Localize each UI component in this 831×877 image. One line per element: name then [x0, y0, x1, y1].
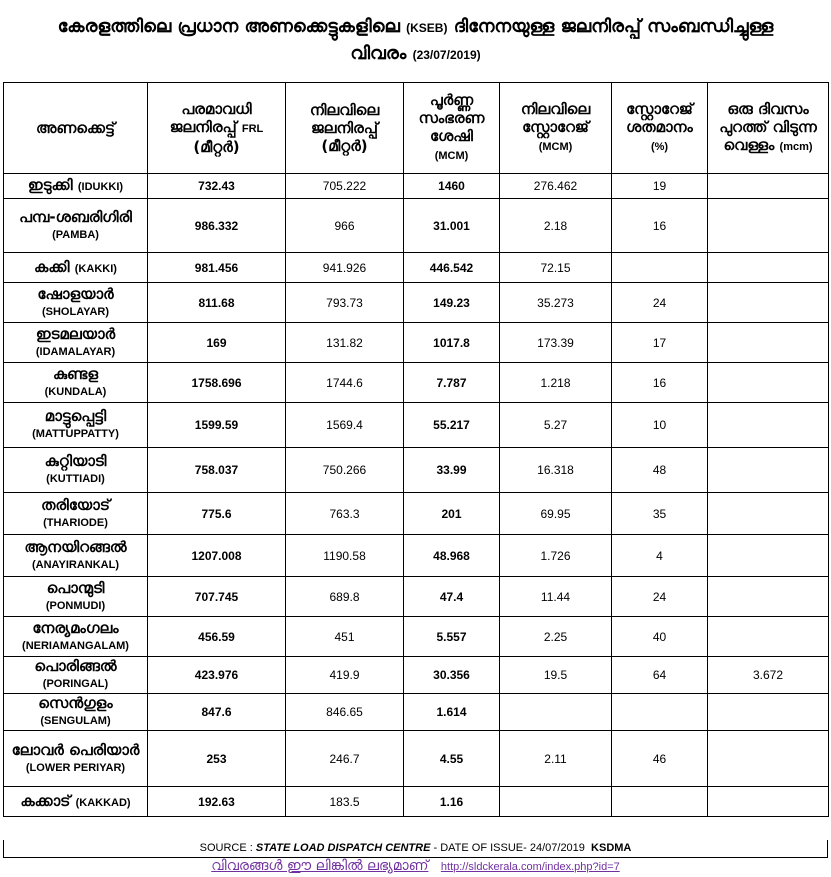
full-capacity-cell: 1.16: [404, 787, 500, 817]
title-line-2: [0, 41, 831, 68]
storage-percent-cell: 4: [612, 535, 708, 577]
frl-cell: 707.745: [148, 577, 286, 617]
storage-percent-cell: [612, 694, 708, 731]
storage-percent-cell: 48: [612, 448, 708, 493]
dam-name-en: (NERIAMANGALAM): [22, 639, 129, 652]
dam-name-ml: തരിയോട്: [41, 495, 110, 514]
dam-name-ml: കുണ്ടള: [52, 364, 99, 383]
dam-name-cell: [4, 617, 148, 657]
dam-name-ml: പമ്പ-ശബരിഗിരി: [19, 207, 132, 226]
storage-percent-cell: 64: [612, 657, 708, 694]
table-row: [4, 731, 829, 787]
dam-name-ml: കക്കി: [34, 257, 70, 276]
table-row: [4, 694, 829, 731]
full-capacity-cell: 7.787: [404, 363, 500, 403]
dam-name-en: (SENGULAM): [40, 715, 111, 727]
info-link-url[interactable]: http://sldckerala.com/index.php?id=7: [440, 861, 620, 873]
info-link-text[interactable]: വിവരങ്ങൾ ഈ ലിങ്കിൽ ലഭ്യമാണ്: [211, 858, 429, 874]
table-row: [4, 448, 829, 493]
header-dam: അണക്കെട്ട്: [4, 83, 148, 174]
dam-name-cell: [4, 731, 148, 787]
issue-date: - DATE OF ISSUE- 24/07/2019: [433, 842, 585, 854]
dam-name-cell: [4, 283, 148, 323]
frl-cell: 192.63: [148, 787, 286, 817]
dam-name-en: (ANAYIRANKAL): [32, 558, 119, 571]
storage-percent-cell: 17: [612, 323, 708, 363]
source-line: [3, 840, 828, 858]
daily-release-cell: [708, 323, 829, 363]
dam-name-en: (PAMBA): [52, 228, 99, 241]
daily-release-cell: [708, 403, 829, 448]
dam-name-cell: [4, 787, 148, 817]
dam-name-cell: [4, 535, 148, 577]
title-line-1: [0, 14, 831, 41]
full-capacity-cell: 30.356: [404, 657, 500, 694]
frl-cell: 811.68: [148, 283, 286, 323]
dam-name-cell: [4, 174, 148, 199]
table-row: [4, 199, 829, 253]
frl-cell: 169: [148, 323, 286, 363]
dam-name-ml: ആനയിറങ്ങൽ: [24, 537, 127, 556]
daily-release-cell: [708, 448, 829, 493]
header-row: [4, 83, 829, 174]
frl-cell: 758.037: [148, 448, 286, 493]
dam-name-en: (KUNDALA): [44, 385, 107, 398]
dam-name-ml: പൊരിങ്ങൽ: [34, 657, 117, 675]
frl-cell: 981.456: [148, 253, 286, 283]
current-level-cell: 750.266: [286, 448, 404, 493]
storage-percent-cell: 35: [612, 493, 708, 535]
current-storage-cell: 72.15: [500, 253, 612, 283]
current-level-cell: 689.8: [286, 577, 404, 617]
frl-cell: 1599.59: [148, 403, 286, 448]
full-capacity-cell: 149.23: [404, 283, 500, 323]
dam-name-ml: നേര്യമംഗലം: [32, 618, 119, 637]
header-storage-percent: സ്റ്റോറേജ് ശതമാനം (%): [612, 83, 708, 174]
table-row: [4, 323, 829, 363]
current-storage-cell: 1.726: [500, 535, 612, 577]
current-storage-cell: [500, 787, 612, 817]
storage-percent-cell: [612, 253, 708, 283]
frl-cell: 847.6: [148, 694, 286, 731]
full-capacity-cell: 1.614: [404, 694, 500, 731]
header-current-level: നിലവിലെ ജലനിരപ്പ് (മീറ്റർ): [286, 83, 404, 174]
full-capacity-cell: 33.99: [404, 448, 500, 493]
current-level-cell: 419.9: [286, 657, 404, 694]
current-storage-cell: 69.95: [500, 493, 612, 535]
dam-name-en: (IDAMALAYAR): [35, 345, 116, 358]
dam-name-cell: [4, 448, 148, 493]
info-link-line: [0, 857, 831, 877]
current-storage-cell: 16.318: [500, 448, 612, 493]
current-level-cell: 1190.58: [286, 535, 404, 577]
dam-name-en: (PONMUDI): [45, 599, 106, 612]
agency: KSDMA: [591, 842, 632, 854]
frl-cell: 986.332: [148, 199, 286, 253]
dam-name-ml: കുറ്റിയാടി: [44, 452, 107, 470]
storage-percent-cell: 16: [612, 199, 708, 253]
table-row: [4, 657, 829, 694]
current-storage-cell: [500, 694, 612, 731]
current-level-cell: 1744.6: [286, 363, 404, 403]
daily-release-cell: [708, 731, 829, 787]
title-text-suffix: ദിനേനയുള്ള ജലനിരപ്പ് സംബന്ധിച്ചുള്ള: [453, 16, 774, 37]
title-text-prefix: കേരളത്തിലെ പ്രധാന അണക്കെട്ടുകളിലെ: [57, 16, 400, 37]
current-storage-cell: 173.39: [500, 323, 612, 363]
current-level-cell: 846.65: [286, 694, 404, 731]
dam-name-cell: [4, 577, 148, 617]
dam-name-en: (IDUKKI): [77, 181, 124, 193]
daily-release-cell: [708, 174, 829, 199]
full-capacity-cell: 48.968: [404, 535, 500, 577]
dam-name-en: (PORINGAL): [42, 678, 109, 690]
frl-cell: 775.6: [148, 493, 286, 535]
header-daily-release: ഒരു ദിവസം പുറത്ത് വിടുന്ന വെള്ളം (mcm): [708, 83, 829, 174]
title-text-line2: വിവരം: [350, 43, 407, 64]
current-level-cell: 131.82: [286, 323, 404, 363]
current-level-cell: 763.3: [286, 493, 404, 535]
dam-name-cell: [4, 363, 148, 403]
dam-name-cell: [4, 403, 148, 448]
dam-name-ml: കക്കാട്: [20, 791, 71, 810]
table-row: [4, 617, 829, 657]
dam-name-cell: [4, 323, 148, 363]
storage-percent-cell: 40: [612, 617, 708, 657]
current-level-cell: 451: [286, 617, 404, 657]
document-title: [0, 0, 831, 82]
full-capacity-cell: 5.557: [404, 617, 500, 657]
daily-release-cell: [708, 577, 829, 617]
storage-percent-cell: 46: [612, 731, 708, 787]
current-level-cell: 705.222: [286, 174, 404, 199]
current-level-cell: 941.926: [286, 253, 404, 283]
current-level-cell: 966: [286, 199, 404, 253]
header-full-capacity: പൂർണ്ണ സംഭരണ ശേഷി (MCM): [404, 83, 500, 174]
current-storage-cell: 5.27: [500, 403, 612, 448]
dam-name-en: (LOWER PERIYAR): [25, 761, 126, 774]
dam-name-ml: പൊന്മുടി: [46, 578, 105, 597]
full-capacity-cell: 446.542: [404, 253, 500, 283]
dam-levels-table: [3, 82, 829, 817]
current-storage-cell: 276.462: [500, 174, 612, 199]
dam-name-ml: സെൻഗുളം: [38, 694, 113, 712]
table-row: [4, 283, 829, 323]
dam-name-cell: [4, 694, 148, 731]
source-label: SOURCE :: [199, 842, 253, 854]
table-row: [4, 577, 829, 617]
current-storage-cell: 2.18: [500, 199, 612, 253]
current-level-cell: 246.7: [286, 731, 404, 787]
daily-release-cell: [708, 787, 829, 817]
current-storage-cell: 11.44: [500, 577, 612, 617]
table-row: [4, 363, 829, 403]
current-storage-cell: 2.25: [500, 617, 612, 657]
dam-name-ml: മാട്ടുപ്പെട്ടി: [44, 407, 107, 425]
daily-release-cell: [708, 253, 829, 283]
table-row: [4, 174, 829, 199]
table-row: [4, 535, 829, 577]
current-level-cell: 1569.4: [286, 403, 404, 448]
table-row: [4, 403, 829, 448]
current-level-cell: 183.5: [286, 787, 404, 817]
dam-name-cell: [4, 493, 148, 535]
header-frl: പരമാവധി ജലനിരപ്പ് FRL (മീറ്റർ): [148, 83, 286, 174]
full-capacity-cell: 1017.8: [404, 323, 500, 363]
title-date: (23/07/2019): [412, 48, 481, 62]
current-storage-cell: 1.218: [500, 363, 612, 403]
daily-release-cell: [708, 493, 829, 535]
dam-name-cell: [4, 199, 148, 253]
frl-cell: 1758.696: [148, 363, 286, 403]
daily-release-cell: [708, 535, 829, 577]
source-value: STATE LOAD DISPATCH CENTRE: [255, 842, 431, 854]
daily-release-cell: 3.672: [708, 657, 829, 694]
storage-percent-cell: 10: [612, 403, 708, 448]
full-capacity-cell: 201: [404, 493, 500, 535]
dam-name-en: (KUTTIADI): [46, 473, 105, 485]
full-capacity-cell: 31.001: [404, 199, 500, 253]
dam-name-ml: ഷോളയാർ: [37, 284, 114, 303]
frl-cell: 456.59: [148, 617, 286, 657]
title-kseb: (KSEB): [406, 21, 448, 35]
dam-name-en: (SHOLAYAR): [41, 305, 110, 318]
daily-release-cell: [708, 199, 829, 253]
frl-cell: 423.976: [148, 657, 286, 694]
full-capacity-cell: 55.217: [404, 403, 500, 448]
frl-cell: 253: [148, 731, 286, 787]
dam-name-cell: [4, 657, 148, 694]
dam-name-en: (KAKKI): [74, 262, 117, 275]
frl-cell: 732.43: [148, 174, 286, 199]
table-row: [4, 787, 829, 817]
dam-name-ml: ഇടമലയാർ: [35, 324, 116, 343]
dam-name-en: (MATTUPPATTY): [32, 428, 119, 440]
daily-release-cell: [708, 283, 829, 323]
storage-percent-cell: 19: [612, 174, 708, 199]
dam-name-en: (THARIODE): [43, 516, 108, 529]
current-storage-cell: 35.273: [500, 283, 612, 323]
frl-cell: 1207.008: [148, 535, 286, 577]
storage-percent-cell: 24: [612, 577, 708, 617]
full-capacity-cell: 4.55: [404, 731, 500, 787]
dam-name-ml: ഇടുക്കി: [27, 176, 73, 194]
current-storage-cell: 2.11: [500, 731, 612, 787]
storage-percent-cell: 24: [612, 283, 708, 323]
full-capacity-cell: 47.4: [404, 577, 500, 617]
current-storage-cell: 19.5: [500, 657, 612, 694]
header-current-storage: നിലവിലെ സ്റ്റോറേജ് (MCM): [500, 83, 612, 174]
dam-name-en: (KAKKAD): [75, 796, 131, 809]
storage-percent-cell: [612, 787, 708, 817]
full-capacity-cell: 1460: [404, 174, 500, 199]
daily-release-cell: [708, 363, 829, 403]
dam-name-ml: ലോവർ പെരിയാർ: [11, 740, 140, 759]
table-row: [4, 493, 829, 535]
dam-name-cell: [4, 253, 148, 283]
daily-release-cell: [708, 694, 829, 731]
storage-percent-cell: 16: [612, 363, 708, 403]
table-row: [4, 253, 829, 283]
current-level-cell: 793.73: [286, 283, 404, 323]
daily-release-cell: [708, 617, 829, 657]
